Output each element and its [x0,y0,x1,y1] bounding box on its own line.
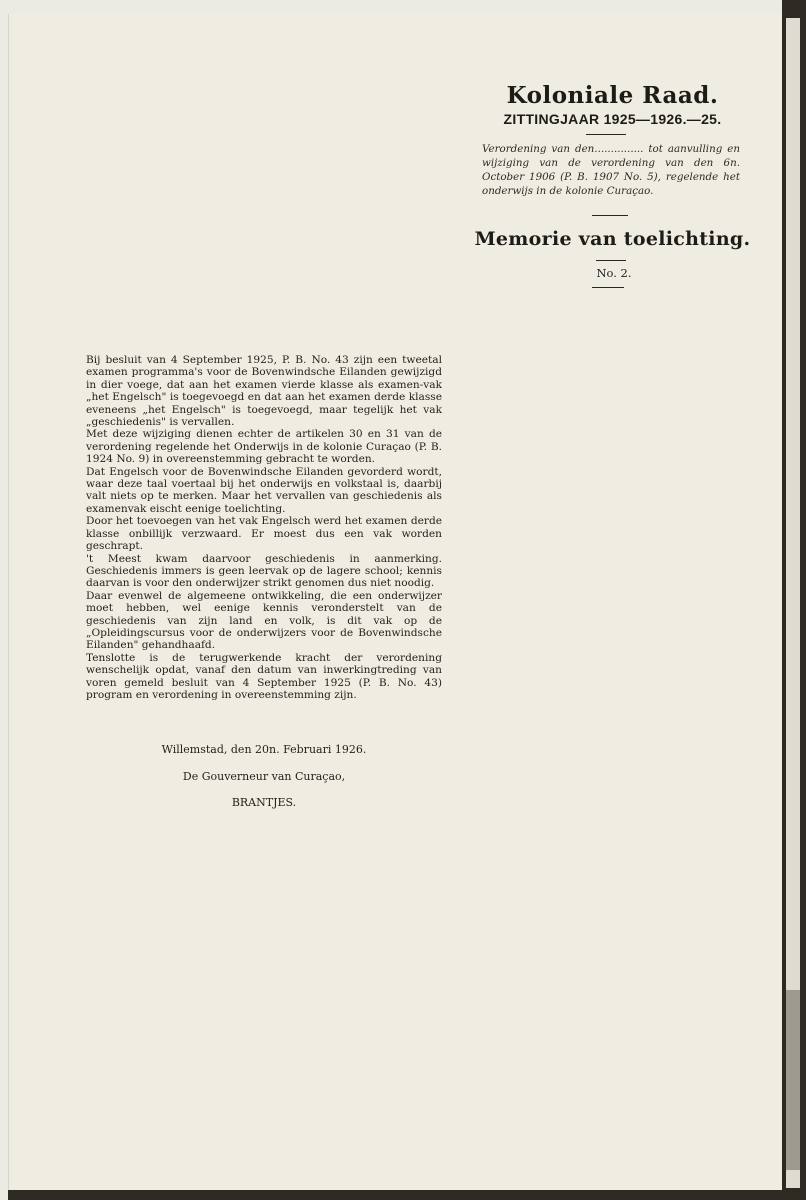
body-paragraph: 't Meest kwam daarvoor geschiedenis in aanmerking. Geschiedenis immers is geen leervak op de lagere school; kennis daarvan is voor den onderwijzer strikt genomen dus niet noodig. [86,552,442,590]
divider [592,287,624,288]
body-paragraph: Dat Engelsch voor de Bovenwindsche Eilanden gevorderd wordt, waar deze taal voertaal bij het onderwijs en volkstaal is, daarbij valt niets op te merken. Maar het vervallen van geschiedenis als examenvak eischt eenige toelichting. [86,465,442,515]
memorie-number: No. 2. [596,266,632,280]
session-year: ZITTINGJAAR 1925—1926.—25. [503,111,722,127]
page-edge [782,0,806,1200]
body-paragraph: Bij besluit van 4 September 1925, P. B. No. 43 zijn een tweetal examen programma's voor de Bovenwindsche Eilanden gewijzigd in dier voege, dat aan het examen vierde klasse als examen-vak „het Engelsch" is toegevoegd en dat aan het examen derde klasse eveneens „het Engelsch" is toegevoegd, maar tegelijk het vak „geschiedenis" is vervallen. [86,354,442,429]
memorie-body [86,354,442,701]
divider [586,134,626,135]
body-paragraph: Door het toevoegen van het vak Engelsch werd het examen derde klasse onbillijk verzwaard. Er moest dus een vak worden geschrapt. [86,515,442,553]
page-bottom-shadow [8,1190,782,1200]
decree-caption: Verordening van den............... tot aanvulling en wijziging van de verordening van den 6n. October 1906 (P. B. 1907 No. 5), regelende het onderwijs in de kolonie Curaçao. [482,143,740,197]
divider [596,260,626,261]
signature: BRANTJES. [231,796,297,809]
body-paragraph: Tenslotte is de terugwerkende kracht der verordening wenschelijk opdat, vanaf den datum van inwerkingtreding van voren gemeld besluit van 4 September 1925 (P. B. No. 43) program en verordening in overeenstemming zijn. [86,651,442,701]
place-date: Willemstad, den 20n. Februari 1926. [161,743,367,756]
body-paragraph: Met deze wijziging dienen echter de artikelen 30 en 31 van de verordening regelende het Onderwijs in de kolonie Curaçao (P. B. 1924 No. 9) in overeenstemming gebracht te worden. [86,428,442,466]
body-paragraph: Daar evenwel de algemeene ontwikkeling, die een onderwijzer moet hebben, wel eenige kennis veronderstelt van de geschiedenis van zijn land en volk, is dit vak op de „Opleidingscursus voor de onderwijzers voor de Bovenwindsche Eilanden" gehandhaafd. [86,589,442,652]
divider [592,215,628,216]
governor-line: De Gouverneur van Curaçao, [182,770,346,783]
memorie-title: Memorie van toelichting. [474,228,751,250]
council-title: Koloniale Raad. [506,82,719,109]
